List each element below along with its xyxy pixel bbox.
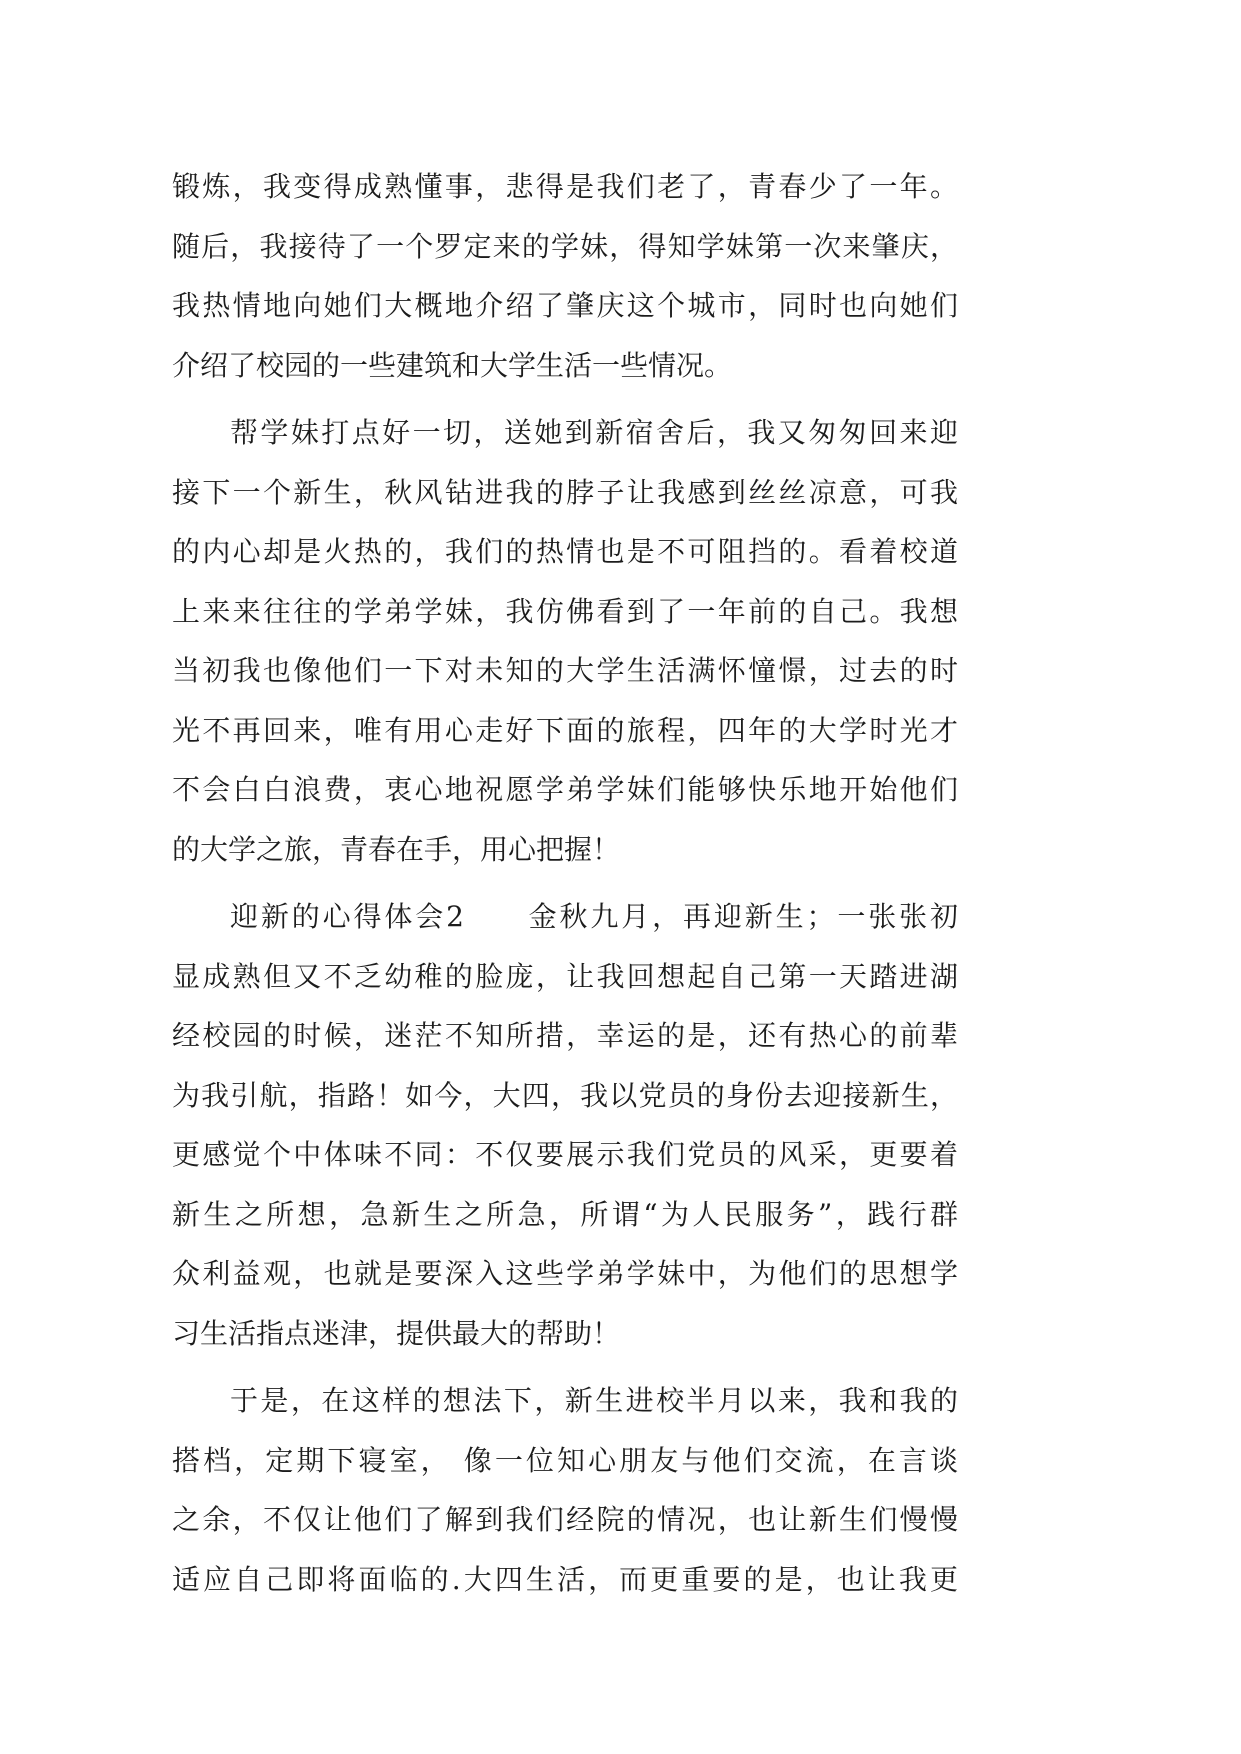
text-line: 随后，我接待了一个罗定来的学妹，得知学妹第一次来肇庆， [172,229,958,263]
text-line: 为我引航，指路！如今，大四，我以党员的身份去迎接新生， [172,1078,958,1112]
text-line: 众利益观，也就是要深入这些学弟学妹中，为他们的思想学 [172,1257,958,1290]
document-body [172,157,958,1609]
text-line: 适应自己即将面临的.大四生活，而更重要的是，也让我更 [172,1562,958,1596]
paragraph [172,403,958,879]
text-line: 接下一个新生，秋风钻进我的脖子让我感到丝丝凉意，可我 [172,475,958,509]
text-line: 光不再回来，唯有用心走好下面的旅程，四年的大学时光才 [172,713,958,747]
text-line: 搭档，定期下寝室， 像一位知心朋友与他们交流，在言谈 [172,1443,958,1477]
text-line: 介绍了校园的一些建筑和大学生活一些情况。 [172,348,733,382]
text-line: 不会白白浪费，衷心地祝愿学弟学妹们能够快乐地开始他们 [172,773,958,806]
text-line: 锻炼，我变得成熟懂事，悲得是我们老了，青春少了一年。 [172,170,958,203]
text-line: 的内心却是火热的，我们的热情也是不可阻挡的。看着校道 [172,535,958,568]
text-line: 经校园的时候，迷茫不知所措，幸运的是，还有热心的前辈 [172,1019,958,1052]
text-line: 当初我也像他们一下对未知的大学生活满怀憧憬，过去的时 [172,654,958,687]
text-line: 显成熟但又不乏幼稚的脸庞，让我回想起自己第一天踏进湖 [172,959,958,993]
paragraph-continued [172,157,958,395]
text-line: 上来来往往的学弟学妹，我仿佛看到了一年前的自己。我想 [172,594,958,628]
text-line: 的大学之旅，青春在手，用心把握！ [172,832,621,866]
text-line: 之余，不仅让他们了解到我们经院的情况，也让新生们慢慢 [172,1503,958,1536]
paragraph [172,887,958,1363]
text-line: 更感觉个中体味不同：不仅要展示我们党员的风采，更要着 [172,1138,958,1171]
text-line: 帮学妹打点好一切，送她到新宿舍后，我又匆匆回来迎 [230,416,958,449]
text-line: 我热情地向她们大概地介绍了肇庆这个城市，同时也向她们 [172,289,958,322]
paragraph [172,1371,958,1609]
text-line: 新生之所想，急新生之所急，所谓“为人民服务”，践行群 [172,1197,958,1231]
text-line: 迎新的心得体会2 金秋九月，再迎新生；一张张初 [230,900,958,933]
text-line: 习生活指点迷津，提供最大的帮助！ [172,1316,621,1350]
text-line: 于是，在这样的想法下，新生进校半月以来，我和我的 [230,1384,958,1417]
